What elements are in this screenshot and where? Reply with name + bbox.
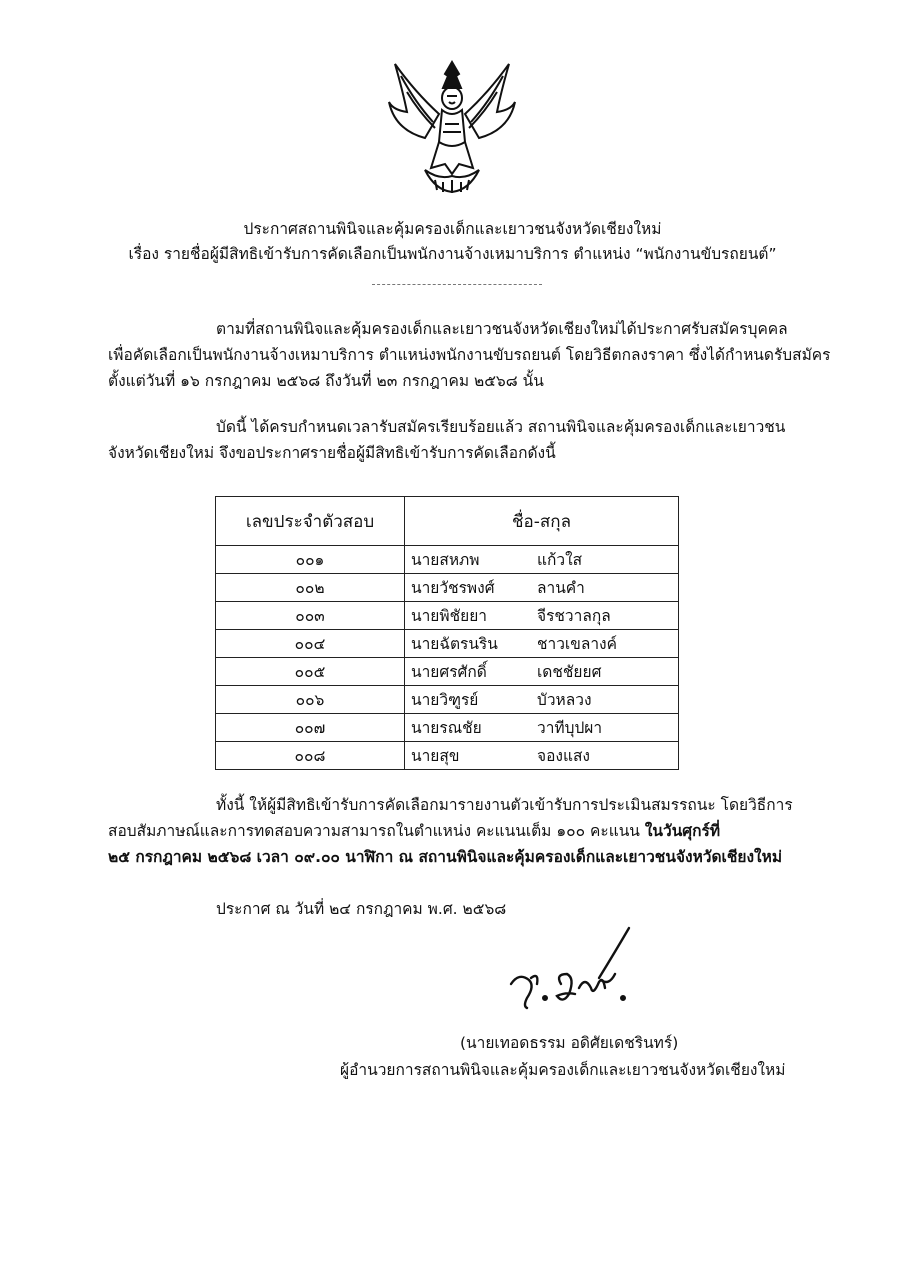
- first-name-cell: นายศรศักดิ์: [405, 658, 528, 686]
- table-row: [216, 742, 679, 770]
- first-name-cell: นายวิฑูรย์: [405, 686, 528, 714]
- first-name-cell: นายสหภพ: [405, 546, 528, 574]
- paragraph-line: [108, 818, 808, 844]
- header-full-name: ชื่อ-สกุล: [405, 497, 679, 546]
- surname-cell: ลานคำ: [527, 574, 679, 602]
- surname-cell: แก้วใส: [527, 546, 679, 574]
- table-row: [216, 602, 679, 630]
- first-name-cell: นายรณชัย: [405, 714, 528, 742]
- title-divider: [372, 284, 542, 285]
- paragraph-line: [108, 844, 808, 870]
- paragraph-date-bold: ในวันศุกร์ที่: [644, 822, 721, 840]
- header-exam-id: เลขประจำตัวสอบ: [216, 497, 405, 546]
- exam-id-cell: ๐๐๓: [216, 602, 405, 630]
- first-name-cell: นายฉัตรนริน: [405, 630, 528, 658]
- table-row: [216, 574, 679, 602]
- exam-id-cell: ๐๐๘: [216, 742, 405, 770]
- announcement-subject: เรื่อง รายชื่อผู้มีสิทธิเข้ารับการคัดเลือกเป็นพนักงานจ้างเหมาบริการ ตำแหน่ง “พนักงานขับรถยนต์”: [128, 245, 777, 263]
- surname-cell: ชาวเขลางค์: [527, 630, 679, 658]
- paragraph-text: สอบสัมภาษณ์และการทดสอบความสามารถในตำแหน่ง คะแนนเต็ม ๑๐๐ คะแนน: [108, 822, 645, 840]
- exam-id-cell: ๐๐๒: [216, 574, 405, 602]
- table-row: [216, 658, 679, 686]
- signature-icon: [505, 922, 645, 1012]
- paragraph-line: จังหวัดเชียงใหม่ จึงขอประกาศรายชื่อผู้มีสิทธิเข้ารับการคัดเลือกดังนี้: [108, 444, 556, 462]
- announcement-date: ประกาศ ณ วันที่ ๒๔ กรกฎาคม พ.ศ. ๒๕๖๘: [216, 900, 507, 918]
- exam-id-cell: ๐๐๖: [216, 686, 405, 714]
- table-row: [216, 686, 679, 714]
- paragraph-line: ตามที่สถานพินิจและคุ้มครองเด็กและเยาวชนจังหวัดเชียงใหม่ได้ประกาศรับสมัครบุคคล: [216, 320, 788, 338]
- paragraph-date-bold: ๒๕ กรกฎาคม ๒๕๖๘ เวลา ๐๙.๐๐ นาฬิกา ณ สถานพินิจและคุ้มครองเด็กและเยาวชนจังหวัดเชียงใหม่: [108, 848, 783, 866]
- table-row: [216, 714, 679, 742]
- table-header-row: [216, 497, 679, 546]
- first-name-cell: นายสุข: [405, 742, 528, 770]
- exam-id-cell: ๐๐๗: [216, 714, 405, 742]
- paragraph-line: บัดนี้ ได้ครบกำหนดเวลารับสมัครเรียบร้อยแล้ว สถานพินิจและคุ้มครองเด็กและเยาวชน: [216, 418, 786, 436]
- exam-id-cell: ๐๐๕: [216, 658, 405, 686]
- candidate-table: [215, 496, 679, 770]
- exam-id-cell: ๐๐๑: [216, 546, 405, 574]
- surname-cell: วาทีบุปผา: [527, 714, 679, 742]
- first-name-cell: นายวัชรพงศ์: [405, 574, 528, 602]
- paragraph-instructions: [108, 792, 808, 870]
- table-row: [216, 630, 679, 658]
- announcement-title: ประกาศสถานพินิจและคุ้มครองเด็กและเยาวชนจังหวัดเชียงใหม่: [243, 220, 662, 238]
- surname-cell: เดชชัยยศ: [527, 658, 679, 686]
- table-row: [216, 546, 679, 574]
- garuda-emblem-icon: [385, 52, 519, 197]
- paragraph-line: ตั้งแต่วันที่ ๑๖ กรกฎาคม ๒๕๖๘ ถึงวันที่ ๒๓ กรกฎาคม ๒๕๖๘ นั้น: [108, 372, 544, 390]
- paragraph-line: เพื่อคัดเลือกเป็นพนักงานจ้างเหมาบริการ ตำแหน่งพนักงานขับรถยนต์ โดยวิธีตกลงราคา ซึ่งได้กำหนดรับสมัคร: [108, 346, 831, 364]
- signer-position: ผู้อำนวยการสถานพินิจและคุ้มครองเด็กและเยาวชนจังหวัดเชียงใหม่: [340, 1061, 786, 1079]
- surname-cell: จีรชวาลกุล: [527, 602, 679, 630]
- exam-id-cell: ๐๐๔: [216, 630, 405, 658]
- paragraph-line: ทั้งนี้ ให้ผู้มีสิทธิเข้ารับการคัดเลือกมารายงานตัวเข้ารับการประเมินสมรรถนะ โดยวิธีการ: [216, 796, 793, 814]
- paragraph-background: [108, 316, 831, 394]
- surname-cell: จองแสง: [527, 742, 679, 770]
- paragraph-announcement: [108, 414, 808, 466]
- first-name-cell: นายพิชัยยา: [405, 602, 528, 630]
- signer-name: (นายเทอดธรรม อดิศัยเดชรินทร์): [460, 1034, 679, 1052]
- surname-cell: บัวหลวง: [527, 686, 679, 714]
